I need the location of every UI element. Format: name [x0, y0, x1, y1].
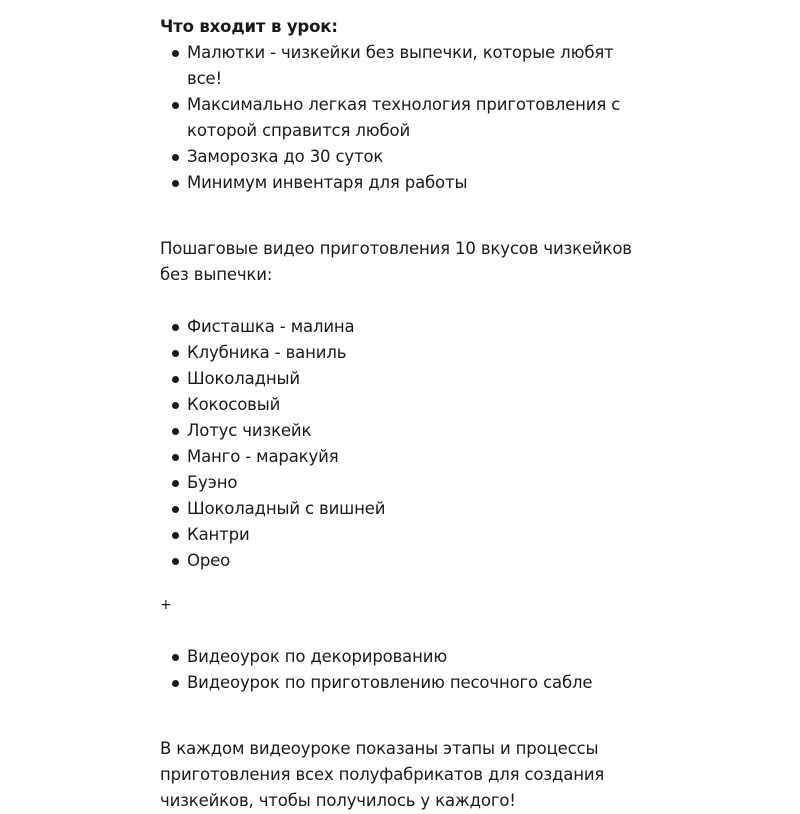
flavors-list — [160, 314, 640, 574]
list-item: Шоколадный с вишней — [160, 496, 640, 522]
closing-paragraph: В каждом видеоуроке показаны этапы и процессы приготовления всех полуфабрикатов для создания чизкейков, чтобы получилось у каждого! — [160, 739, 605, 810]
list-item: Малютки - чизкейки без выпечки, которые любят все! — [160, 40, 640, 92]
bullet-icon — [172, 102, 179, 109]
lesson-contents-list — [160, 40, 640, 196]
list-item: Клубника - ваниль — [160, 340, 640, 366]
list-item: Буэно — [160, 470, 640, 496]
bullet-icon — [172, 454, 179, 461]
list-item: Заморозка до 30 суток — [160, 144, 640, 170]
list-item: Шоколадный — [160, 366, 640, 392]
bullet-icon — [172, 680, 179, 687]
bullet-icon — [172, 324, 179, 331]
lesson-contents-heading: Что входит в урок: — [160, 17, 338, 36]
bullet-icon — [172, 154, 179, 161]
bullet-icon — [172, 50, 179, 57]
list-item: Фисташка - малина — [160, 314, 640, 340]
bullet-icon — [172, 350, 179, 357]
bullet-icon — [172, 376, 179, 383]
list-item: Орео — [160, 548, 640, 574]
bullet-icon — [172, 558, 179, 565]
list-item: Кантри — [160, 522, 640, 548]
flavors-intro-paragraph: Пошаговые видео приготовления 10 вкусов чизкейков без выпечки: — [160, 239, 632, 284]
extras-list — [160, 644, 640, 696]
list-item: Видеоурок по приготовлению песочного сабле — [160, 670, 640, 696]
list-item: Лотус чизкейк — [160, 418, 640, 444]
list-item: Минимум инвентаря для работы — [160, 170, 640, 196]
list-item: Максимально легкая технология приготовления с которой справится любой — [160, 92, 640, 144]
list-item: Видеоурок по декорированию — [160, 644, 640, 670]
bullet-icon — [172, 180, 179, 187]
list-item: Кокосовый — [160, 392, 640, 418]
bullet-icon — [172, 402, 179, 409]
lesson-description — [160, 14, 640, 814]
bullet-icon — [172, 480, 179, 487]
bullet-icon — [172, 506, 179, 513]
bullet-icon — [172, 428, 179, 435]
plus-separator: + — [160, 597, 172, 613]
list-item: Манго - маракуйя — [160, 444, 640, 470]
bullet-icon — [172, 532, 179, 539]
bullet-icon — [172, 654, 179, 661]
